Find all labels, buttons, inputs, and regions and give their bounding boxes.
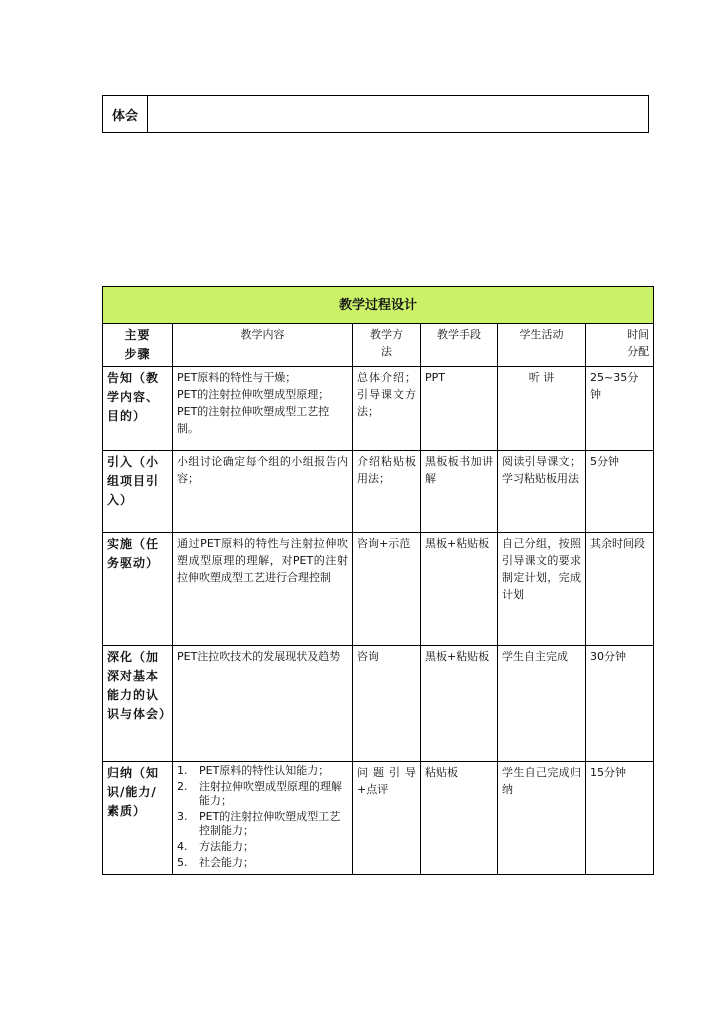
header-step-line1: 主要 — [124, 328, 151, 342]
time-cell: 15分钟 — [586, 762, 654, 875]
time-cell: 5分钟 — [586, 451, 654, 533]
list-item — [177, 810, 348, 838]
header-method — [353, 324, 421, 367]
table-row — [103, 646, 654, 762]
step-cell: 引入（小组项目引入） — [103, 451, 173, 533]
list-text: PET原料的特性认知能力； — [199, 764, 330, 777]
list-text: PET的注射拉伸吹塑成型工艺控制能力； — [199, 810, 341, 837]
header-time-line1: 时间 — [627, 328, 650, 341]
list-text: 注射拉伸吹塑成型原理的理解能力； — [199, 780, 342, 807]
header-content: 教学内容 — [173, 324, 353, 367]
content-line: PET的注射拉伸吹塑成型工艺控制。 — [177, 405, 330, 435]
content-cell: PET注拉吹技术的发展现状及趋势 — [173, 646, 353, 762]
list-item — [177, 764, 348, 778]
content-cell: 通过PET原料的特性与注射拉伸吹塑成型原理的理解，对PET的注射拉伸吹塑成型工艺进行合理控制 — [173, 533, 353, 646]
activity-cell: 阅读引导课文；学习粘贴板用法 — [498, 451, 586, 533]
list-number: 3. — [177, 810, 188, 823]
means-cell: 黑板+粘贴板 — [421, 646, 498, 762]
list-number: 1. — [177, 764, 188, 777]
activity-cell: 学生自己完成归纳 — [498, 762, 586, 875]
method-cell: 总体介绍；引导课文方法； — [353, 367, 421, 451]
list-number: 5. — [177, 856, 188, 869]
time-cell: 其余时间段 — [586, 533, 654, 646]
header-method-line1: 教学方 — [370, 328, 403, 341]
table-row — [103, 367, 654, 451]
ability-list — [177, 764, 348, 870]
list-number: 4. — [177, 840, 188, 853]
step-cell: 归纳（知识/能力/素质） — [103, 762, 173, 875]
time-cell: 30分钟 — [586, 646, 654, 762]
list-item — [177, 780, 348, 808]
header-step — [103, 324, 173, 367]
teaching-process-table — [102, 286, 654, 875]
step-cell: 深化（加深对基本能力的认识与体会） — [103, 646, 173, 762]
reflection-content — [148, 96, 649, 133]
content-line: PET原料的特性与干燥； — [177, 371, 297, 384]
list-text: 方法能力； — [199, 840, 254, 853]
header-means: 教学手段 — [421, 324, 498, 367]
content-cell — [173, 367, 353, 451]
list-item — [177, 840, 348, 854]
header-time — [586, 324, 654, 367]
method-cell: 咨询+示范 — [353, 533, 421, 646]
method-cell: 介绍粘贴板用法； — [353, 451, 421, 533]
method-cell: 咨询 — [353, 646, 421, 762]
content-cell — [173, 762, 353, 875]
means-cell: 黑板板书加讲解 — [421, 451, 498, 533]
list-number: 2. — [177, 780, 188, 793]
step-cell: 告知（教学内容、目的） — [103, 367, 173, 451]
header-time-line2: 分配 — [627, 345, 650, 358]
activity-cell: 听 讲 — [498, 367, 586, 451]
time-cell: 25~35分钟 — [586, 367, 654, 451]
table-row — [103, 533, 654, 646]
means-cell: 黑板+粘贴板 — [421, 533, 498, 646]
table-row — [103, 451, 654, 533]
activity-cell: 学生自主完成 — [498, 646, 586, 762]
reflection-table — [102, 95, 649, 133]
list-item — [177, 856, 348, 870]
header-step-line2: 步骤 — [124, 347, 151, 361]
header-row — [103, 324, 654, 367]
list-text: 社会能力； — [199, 856, 254, 869]
means-cell: 粘贴板 — [421, 762, 498, 875]
step-cell: 实施（任务驱动） — [103, 533, 173, 646]
header-method-line2: 法 — [381, 345, 392, 358]
table-row — [103, 762, 654, 875]
content-cell: 小组讨论确定每个组的小组报告内容； — [173, 451, 353, 533]
table-title: 教学过程设计 — [103, 287, 654, 324]
reflection-label: 体会 — [103, 96, 148, 133]
content-line: PET的注射拉伸吹塑成型原理； — [177, 388, 330, 401]
method-cell: 问题引导+点评 — [353, 762, 421, 875]
means-cell: PPT — [421, 367, 498, 451]
header-activity: 学生活动 — [498, 324, 586, 367]
activity-cell: 自己分组，按照引导课文的要求制定计划，完成计划 — [498, 533, 586, 646]
